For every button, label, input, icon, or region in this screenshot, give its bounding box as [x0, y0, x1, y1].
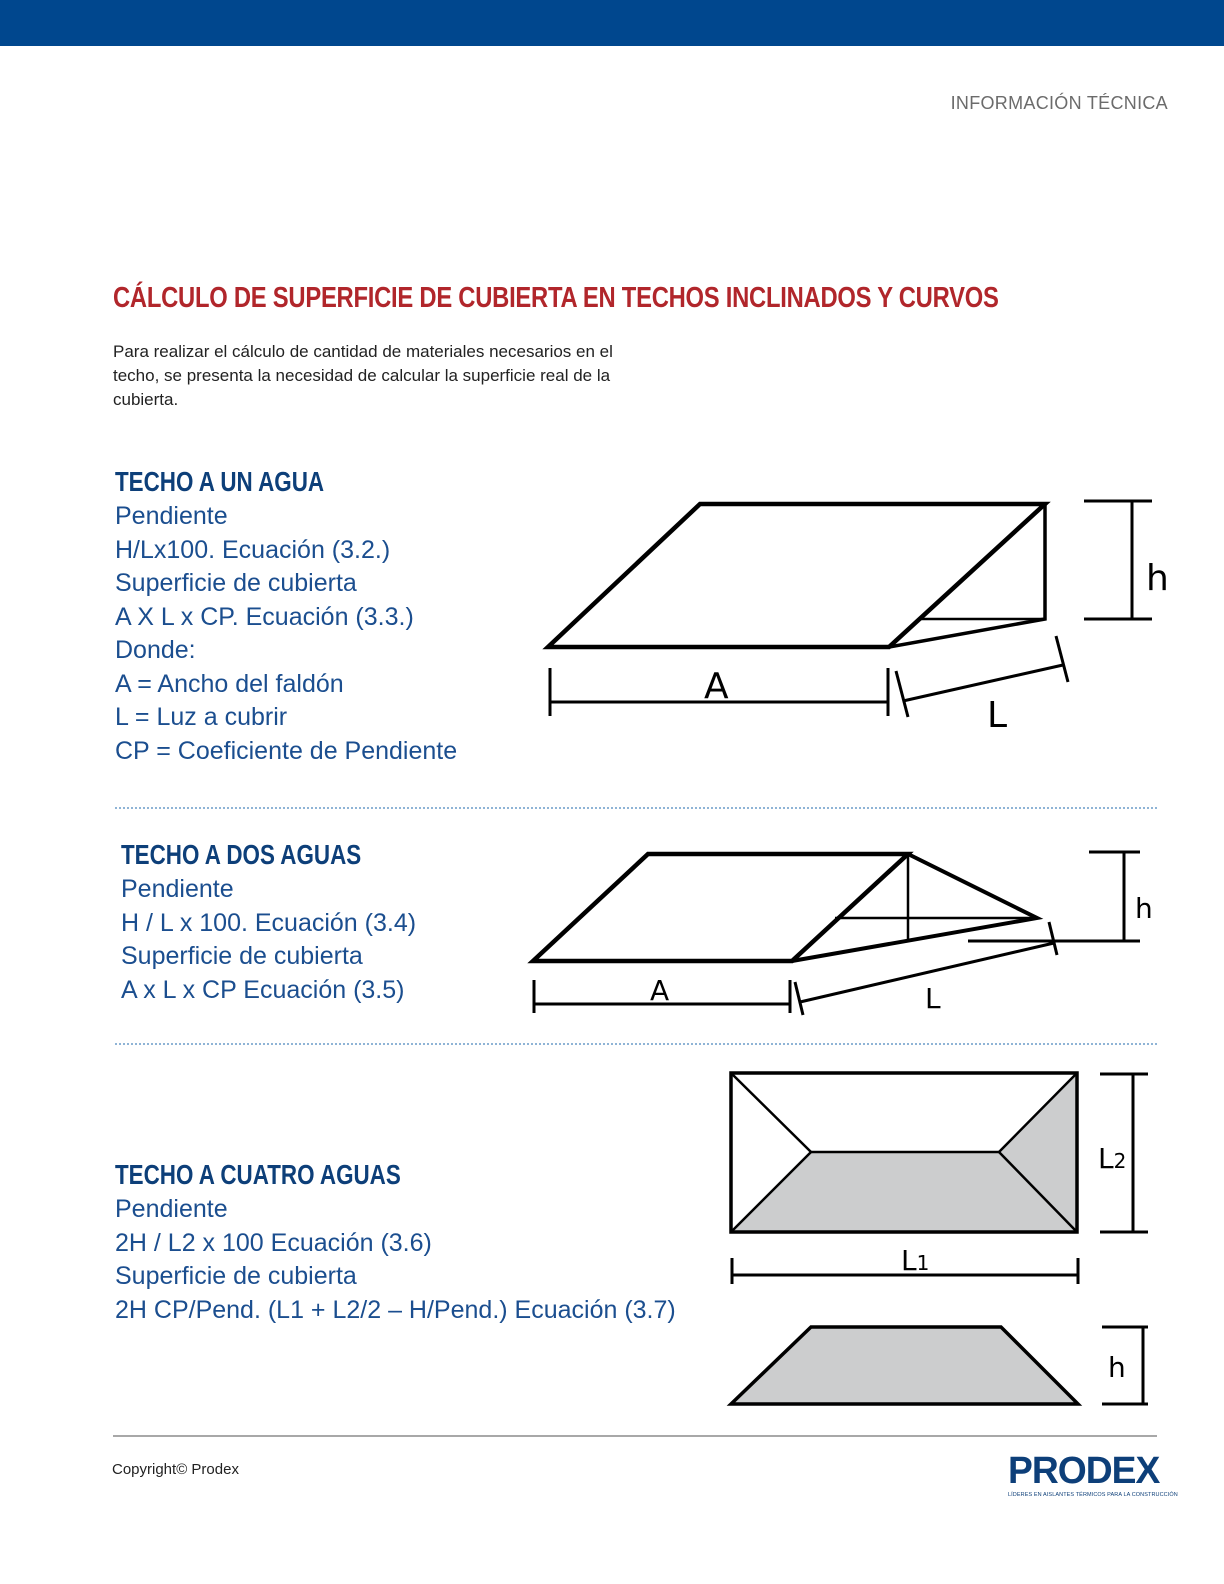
- dim-tick: [795, 982, 803, 1015]
- line: H / L x 100. Ecuación (3.4): [121, 908, 417, 937]
- section-title-un-agua: TECHO A UN AGUA: [115, 466, 325, 497]
- diagram-cuatro-aguas-plan: [731, 1073, 1148, 1284]
- logo-text: PRODEX: [1008, 1450, 1160, 1492]
- line: A X L x CP. Ecuación (3.3.): [115, 602, 414, 631]
- section-title-cuatro-aguas: TECHO A CUATRO AGUAS: [115, 1159, 401, 1190]
- copyright: Copyright© Prodex: [112, 1461, 239, 1478]
- line: Donde:: [115, 636, 196, 664]
- diagram-dos-aguas: [533, 852, 1140, 1015]
- line: L = Luz a cubrir: [115, 703, 288, 731]
- label-l: L: [925, 982, 941, 1015]
- line: H/Lx100. Ecuación (3.2.): [115, 535, 391, 564]
- dim-line-l: [903, 665, 1063, 701]
- prodex-logo: [1008, 1450, 1178, 1504]
- page-title: CÁLCULO DE SUPERFICIE DE CUBIERTA EN TECHOS INCLINADOS Y CURVOS: [113, 282, 999, 314]
- section-title-dos-aguas: TECHO A DOS AGUAS: [121, 839, 362, 870]
- roof-plane: [533, 854, 908, 961]
- label-h: h: [1108, 1351, 1126, 1384]
- line: Pendiente: [115, 502, 228, 530]
- footer-rule: [113, 1435, 1157, 1437]
- roof-plane: [548, 504, 1045, 647]
- dim-tick: [896, 671, 908, 717]
- roof-elevation: [731, 1327, 1078, 1404]
- label-h: h: [1135, 892, 1153, 925]
- logo-tagline: LÍDERES EN AISLANTES TÉRMICOS PARA LA CONSTRUCCIÓN: [1008, 1492, 1178, 1498]
- line: CP = Coeficiente de Pendiente: [115, 736, 458, 765]
- line: 2H CP/Pend. (L1 + L2/2 – H/Pend.) Ecuación (3.7): [115, 1295, 676, 1324]
- diagram-cuatro-aguas-elevation: [731, 1327, 1148, 1404]
- line: Superficie de cubierta: [115, 569, 357, 597]
- line: Superficie de cubierta: [115, 1262, 357, 1290]
- intro-paragraph: Para realizar el cálculo de cantidad de materiales necesarios en el techo, se presenta la necesidad de calcular la superficie real de la cubierta.: [113, 342, 613, 409]
- label-a: A: [704, 666, 729, 707]
- dim-tick: [1049, 922, 1057, 955]
- roof-side: [792, 854, 1037, 961]
- label-l: L: [987, 695, 1008, 736]
- line: A x L x CP Ecuación (3.5): [121, 975, 405, 1004]
- label-a: A: [650, 974, 670, 1007]
- line: Pendiente: [115, 1195, 228, 1223]
- line: Pendiente: [121, 875, 234, 903]
- line: Superficie de cubierta: [121, 942, 363, 970]
- line: 2H / L2 x 100 Ecuación (3.6): [115, 1228, 432, 1257]
- label-h: h: [1146, 558, 1169, 599]
- diagram-un-agua: [548, 501, 1152, 717]
- dim-tick: [1056, 636, 1068, 682]
- section-label: INFORMACIÓN TÉCNICA: [950, 93, 1168, 113]
- label-l1: L1: [901, 1244, 930, 1277]
- line: A = Ancho del faldón: [115, 669, 344, 698]
- label-l2: L2: [1098, 1142, 1127, 1175]
